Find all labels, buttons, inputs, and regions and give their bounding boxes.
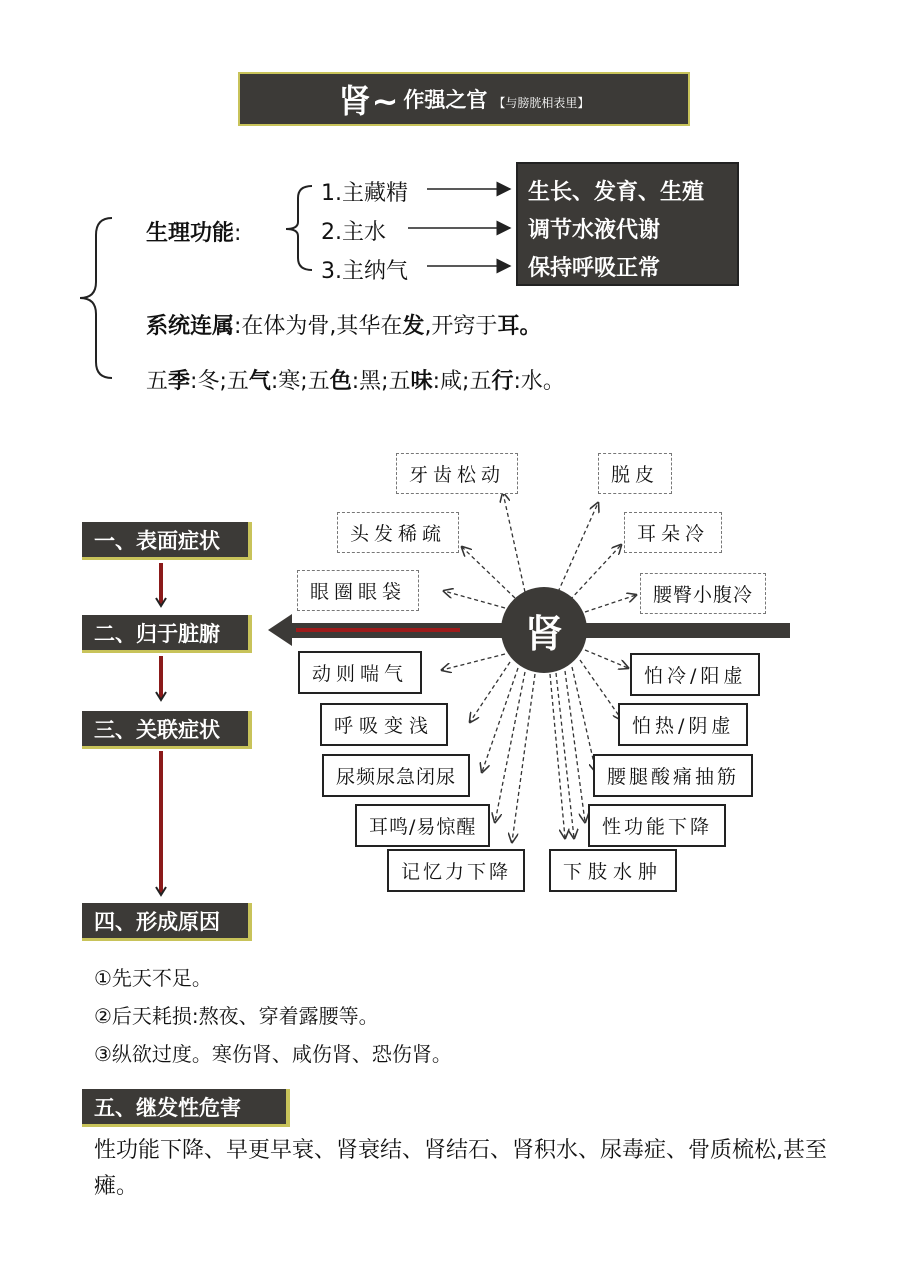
function-item-2: 2.主水: [321, 220, 386, 245]
surface-symptom-6: 腰臀小腹冷: [640, 573, 766, 614]
cause-2: ②后天耗损:熬夜、穿着露腰等。: [94, 1004, 379, 1028]
function-label: 生理功能:: [146, 221, 242, 246]
function-results: [516, 162, 739, 286]
function-brace: [286, 186, 312, 270]
title-note: 【与膀胱相表里】: [493, 95, 590, 110]
surface-symptom-4: 耳朵冷: [624, 512, 722, 553]
kidney-hub: 肾: [501, 587, 587, 673]
function-item-3: 3.主纳气: [321, 259, 408, 284]
related-symptom-9: 性功能下降: [588, 804, 726, 847]
related-symptom-5: 记忆力下降: [387, 849, 525, 892]
cause-1: ①先天不足。: [94, 966, 212, 990]
system-row: 系统连属:在体为骨,其华在发,开窍于耳。: [146, 314, 542, 339]
main-arrow-red-line: [296, 628, 460, 632]
function-item-1: 1.主藏精: [321, 181, 408, 206]
function-result-2: 调节水液代谢: [528, 218, 661, 243]
related-symptom-10: 下肢水肿: [549, 849, 677, 892]
section-related-symptoms: 三、关联症状: [82, 711, 252, 749]
surface-symptom-2: 脱皮: [598, 453, 672, 494]
surface-symptom-5: 眼圈眼袋: [297, 570, 419, 611]
main-brace: [80, 218, 112, 378]
related-symptom-7: 怕热/阴虚: [618, 703, 748, 746]
five-row: 五季:冬;五气:寒;五色:黑;五味:咸;五行:水。: [146, 369, 565, 394]
section-causes: 四、形成原因: [82, 903, 252, 941]
section-surface-symptoms: 一、表面症状: [82, 522, 252, 560]
related-symptom-3: 尿频尿急闭尿: [322, 754, 470, 797]
related-symptom-1: 动则喘气: [298, 651, 422, 694]
main-arrow-head: [268, 614, 292, 646]
cause-3: ③纵欲过度。寒伤肾、咸伤肾、恐伤肾。: [94, 1042, 452, 1066]
related-symptom-6: 怕冷/阳虚: [630, 653, 760, 696]
harm-text: 性功能下降、早更早衰、肾衰结、肾结石、肾积水、尿毒症、骨质梳松,甚至瘫。: [94, 1138, 827, 1199]
section-organs: 二、归于脏腑: [82, 615, 252, 653]
related-symptom-2: 呼吸变浅: [320, 703, 448, 746]
title-main: 肾~: [338, 82, 400, 120]
surface-symptom-1: 牙齿松动: [396, 453, 518, 494]
related-symptom-8: 腰腿酸痛抽筋: [593, 754, 753, 797]
related-symptom-4: 耳鸣/易惊醒: [355, 804, 490, 847]
function-result-3: 保持呼吸正常: [528, 256, 661, 281]
section-harms: 五、继发性危害: [82, 1089, 290, 1127]
function-result-1: 生长、发育、生殖: [528, 180, 705, 205]
title-sub: 作强之官: [403, 88, 488, 112]
surface-symptom-3: 头发稀疏: [337, 512, 459, 553]
